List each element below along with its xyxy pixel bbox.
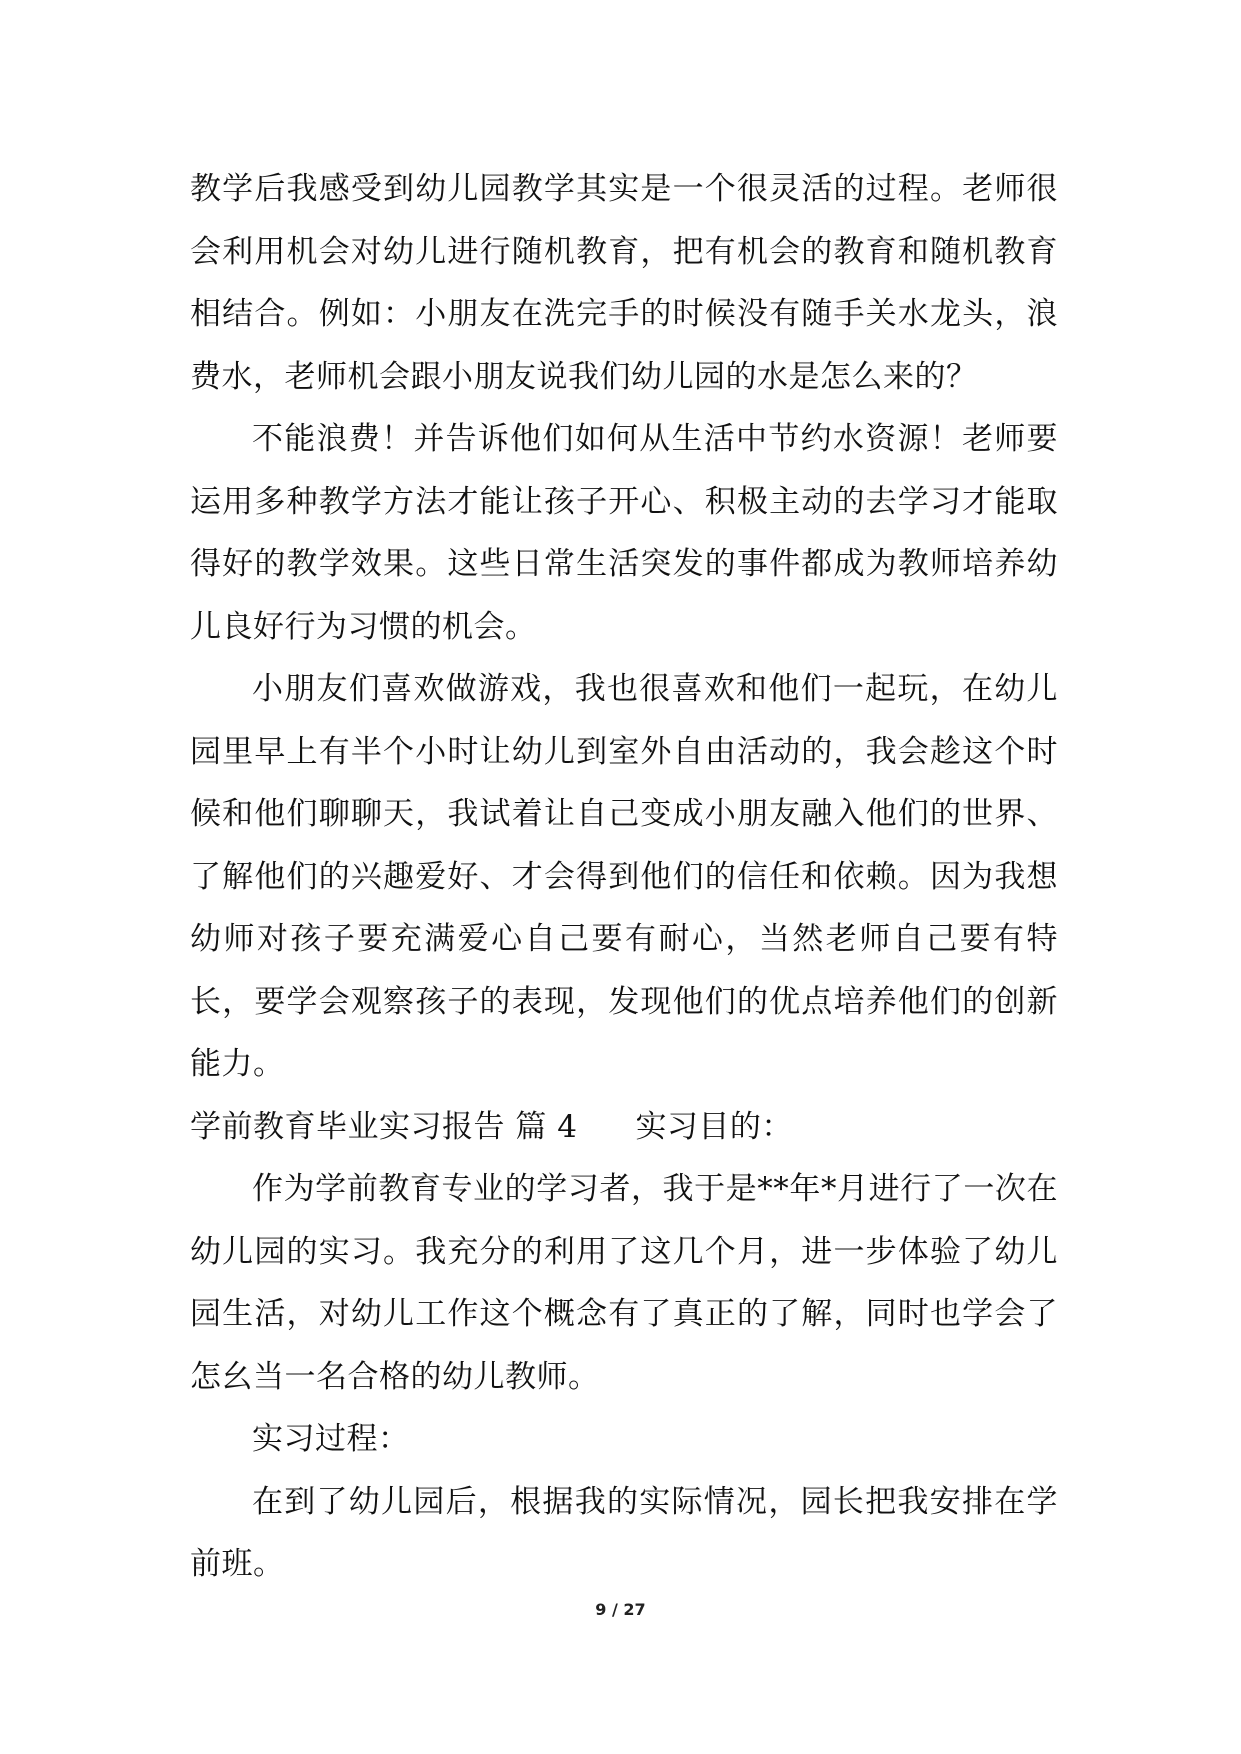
- section-subtitle: 实习目的：: [635, 1108, 793, 1145]
- paragraph-3: 小朋友们喜欢做游戏，我也很喜欢和他们一起玩，在幼儿园里早上有半个小时让幼儿到室外自由活动的，我会趁这个时候和他们聊聊天，我试着让自己变成小朋友融入他们的世界、了解他们的兴趣爱好、才会得到他们的信任和依赖。因为我想幼师对孩子要充满爱心自己要有耐心，当然老师自己要有特长，要学会观察孩子的表现，发现他们的优点培养他们的创新能力。: [190, 671, 1058, 1082]
- paragraph-2: 不能浪费！并告诉他们如何从生活中节约水资源！老师要运用多种教学方法才能让孩子开心、积极主动的去学习才能取得好的教学效果。这些日常生活突发的事件都成为教师培养幼儿良好行为习惯的机会。: [190, 421, 1058, 645]
- paragraph-6: 在到了幼儿园后，根据我的实际情况，园长把我安排在学前班。: [190, 1483, 1058, 1582]
- paragraph-4: 作为学前教育专业的学习者，我于是**年*月进行了一次在幼儿园的实习。我充分的利用了这几个月，进一步体验了幼儿园生活，对幼儿工作这个概念有了真正的了解，同时也学会了怎幺当一名合格的幼儿教师。: [190, 1171, 1058, 1395]
- paragraph-1: 教学后我感受到幼儿园教学其实是一个很灵活的过程。老师很会利用机会对幼儿进行随机教育，把有机会的教育和随机教育相结合。例如：小朋友在洗完手的时候没有随手关水龙头，浪费水，老师机会跟小朋友说我们幼儿园的水是怎么来的？: [190, 171, 1058, 395]
- section-title: 学前教育毕业实习报告 篇 4: [190, 1108, 578, 1145]
- paragraph-5: 实习过程：: [252, 1421, 410, 1457]
- page-number: 9 / 27: [595, 1600, 646, 1619]
- section-heading: [190, 1096, 1058, 1159]
- document-body: [190, 158, 1058, 1596]
